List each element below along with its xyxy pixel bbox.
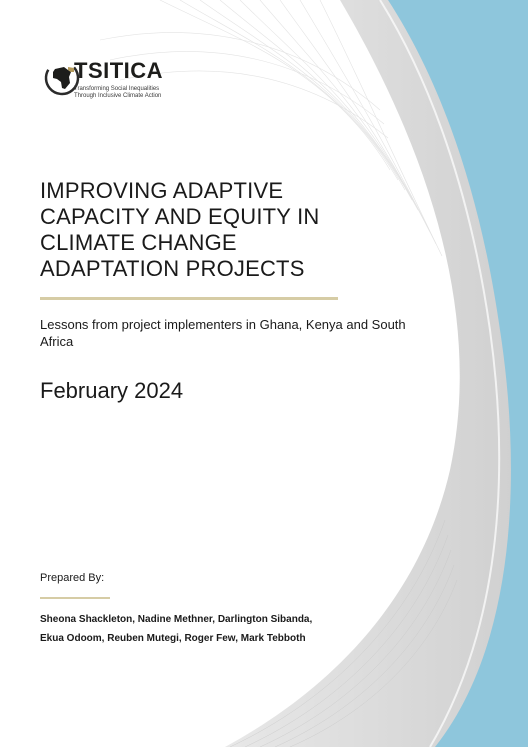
tsitica-logo (44, 56, 184, 106)
document-subtitle: Lessons from project implementers in Ghana, Kenya and South Africa (40, 317, 406, 349)
title-line-4: ADAPTATION PROJECTS (40, 256, 305, 281)
title-divider (40, 297, 338, 300)
title-line-2: CAPACITY AND EQUITY IN (40, 204, 320, 229)
logo-tagline-line2: Through Inclusive Climate Action (74, 93, 162, 99)
logo-wordmark: TSITICA (74, 58, 164, 83)
logo-tagline-line1: Transforming Social Inequalities (74, 86, 160, 92)
document-title (40, 178, 340, 282)
prepared-by-label: Prepared By: (40, 572, 105, 584)
title-line-3: CLIMATE CHANGE (40, 230, 237, 255)
authors-list: Sheona Shackleton, Nadine Methner, Darlington Sibanda, Ekua Odoom, Reuben Mutegi, Roger Few, Mark Tebboth (40, 614, 313, 644)
publication-date: February 2024 (40, 378, 184, 403)
logo-tagline (74, 86, 194, 100)
title-line-1: IMPROVING ADAPTIVE (40, 178, 284, 203)
authors-divider (40, 597, 110, 599)
